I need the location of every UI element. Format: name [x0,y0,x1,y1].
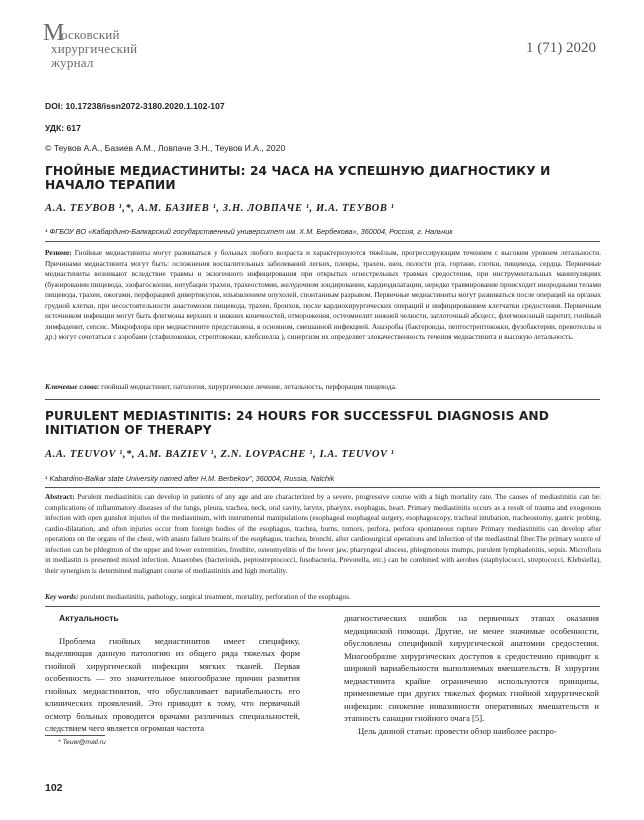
keywords-label-ru: Ключевые слова: [45,382,100,391]
journal-logo [43,18,193,70]
divider [45,241,600,242]
issue-number: 1 (71) 2020 [526,40,596,56]
logo-letter: М [43,20,65,46]
copyright: © Теувов А.А., Базиев А.М., Ловпаче З.Н., Теувов И.А., 2020 [45,143,286,153]
title-ru: ГНОЙНЫЕ МЕДИАСТИНИТЫ: 24 ЧАСА НА УСПЕШНУЮ ДИАГНОСТИКУ И НАЧАЛО ТЕРАПИИ [45,164,551,192]
abstract-text-ru: Гнойные медиастиниты могут развиваться у больных любого возраста и характеризуются тяжёлым, прогрессирующим течением с высоким уровнем летальности. Причинами медиастинита могут быть: осложнения воспалительных заболеваний легких, плевры, трахеи, шеи, полости рта, гортани, глотки, пищевода, сердца. Первичные медиастиниты возникают вследствие травмы и экзогенного инфицирования при открытых огнестрельных травмах средостения, при инструментальных манипуляциях (бужировании пищевода, эзофагоскопии, интубации трахеи, трахеостомии, желудочном зондировании, кардиодилатации, нередко травмирование происходит инородными телами пищевода, трахеи, ожогами, перфорацией дивертикулов, изъязвлением опухолей, спонтанным разрывом. Первичные медиастиниты могут развиваться после операций на органах грудной клетки, при несостоятельности анастомозов пищевода, трахеи, бронхов, после кардиохирургических операций и инфицированием клетчатки средостения. Первичным источником инфекции могут быть флегмоны верхних и нижних конечностей, отморожения, остеомиелит нижней челюсти, заглоточный абсцесс, флегмонозный паротит, гнойный лимфаденит, сепсис. Микрофлора при медиастините представлена, в основном, смешанной инфекцией. Анаэробы (бактероиды, пептострептококки, фузобактерии, превотеллы и др.) могут сочетаться с аэробами (стафилококки, стрептококки, клебсиелла ), синергизм их определяет злокачественность течения медиастинита и высокую летальность. [45,248,602,342]
logo-line-2: хирургический [51,41,138,56]
doi[interactable]: DOI: 10.17238/issn2072-3180.2020.1.102-107 [45,101,225,111]
page-number: 102 [45,782,63,794]
abstract-label-ru: Резюме: [45,248,72,257]
abstract-text-en: Purulent mediastinitis can develop in patients of any age and are characterized by a severe, progressive course with a high mortality rate. The causes of mediastinitis can be: complications of inflammatory diseases of the lungs, pleura, trachea, neck, oral cavity, larynx, pharynx, esophagus, heart. Primary mediastinitis occurs as a result of trauma and exogenous infection with open gunshot injuries of the mediastinum, with instrumental manipulations (esophageal esophageal surgery, esophagoscopy, tracheal intubation, tracheostomy, gastric probing, cardio-dilatation, and often injuries occur from foreign bodies of the esophagus, trachea, burns, tumors, perfora, perfora spontaneous rupture Primary mediastinitis can develop after operations on the organs of the chest, with anasto failure brains of the esophagus, trachea, bronchi, after cardiosurgical operations and infection of the mediastinal fiber.The primary source of infection can be phlegmon of the upper and lower extremities, frostbite, osteomyelitis of the lower jaw, pharyngeal abscess, phlegmonous mumps, purulent lymphadenitis, sepsis. Microflora in mediastin is presented mixed infection. Anaerobes (bacterioids, peptostreptococci, fusobacteria, Prevotella, etc.) can be combined with aerobes (staphylococci, streptococci, Klebsiella), their synergism is determined malignant course of mediastinitis and high mortality. [45,492,601,575]
keywords-text-ru: гнойный медиастинит, патология, хирургическое лечение, летальность, перфорация пищевода. [101,382,397,391]
body-left-column [45,612,300,735]
body-right-column [344,612,599,737]
footnote-email[interactable]: * Teuw@mail.ru [58,739,106,746]
abstract-en [45,492,601,576]
keywords-en [45,592,601,602]
logo-line-1: осковский [61,27,120,42]
title-en: PURULENT MEDIASTINITIS: 24 HOURS FOR SUCCESSFUL DIAGNOSIS AND INITIATION OF THERAPY [45,409,549,437]
affiliation-ru: ¹ ФГБОУ ВО «Кабардино-Балкарский государственный университет им. Х.М. Бербекова», 360004, Россия, г. Нальчик [45,227,453,236]
divider [45,606,600,607]
authors-en: A.A. TEUVOV ¹,*, A.M. BAZIEV ¹, Z.N. LOVPACHE ¹, I.A. TEUVOV ¹ [45,449,395,460]
divider [45,399,600,400]
logo-line-3: журнал [51,55,94,70]
section-heading: Актуальность [59,613,119,623]
abstract-label-en: Abstract: [45,492,75,501]
body-paragraph: Цель данной статьи: провести обзор наиболее распро- [358,725,557,736]
keywords-ru [45,382,601,392]
udk: УДК: 617 [45,123,81,133]
body-paragraph: Проблема гнойных медиастинитов имеет специфику, выделяющая данную патологию из общего ряда тяжелых форм гнойной хирургической инфекции мягких тканей. Первая особенность — это значительное многообразие причин развития гнойных медиастинитов, что обуславливает вариабельность его клинических проявлений. Это приводит к тому, что первичный осмотр больных проводится врачами различных специальностей, следствием чего является огромная частота [45,635,300,734]
keywords-label-en: Key words: [45,592,79,601]
abstract-ru [45,248,601,343]
divider [45,487,600,488]
keywords-text-en: purulent mediastinitis, pathology, surgical treatment, mortality, perforation of the esophagus. [80,592,351,601]
affiliation-en: ¹ Kabardino-Balkar state University named after H.M. Berbekov", 360004, Russia, Nalchik [45,474,335,483]
body-paragraph: диагностических ошибок на первичных этапах оказания медицинской помощи. Другие, не менее значимые особенности, обусловлены спецификой хирургической анатомии средостения. Многообразие хирургических доступов к средостению приводит к широкой вариабельности выполняемых вмешательств. В хирургии медиастинита крайне ограниченно используются принципы, применяемые при других тяжелых формах гнойной хирургической инфекции: снижение инвазивности оперативных вмешательств и этапность санации гнойного очага [5]. [344,613,599,724]
authors-ru: А.А. ТЕУВОВ ¹,*, А.М. БАЗИЕВ ¹, З.Н. ЛОВПАЧЕ ¹, И.А. ТЕУВОВ ¹ [45,203,395,214]
footnote-divider [45,735,105,736]
